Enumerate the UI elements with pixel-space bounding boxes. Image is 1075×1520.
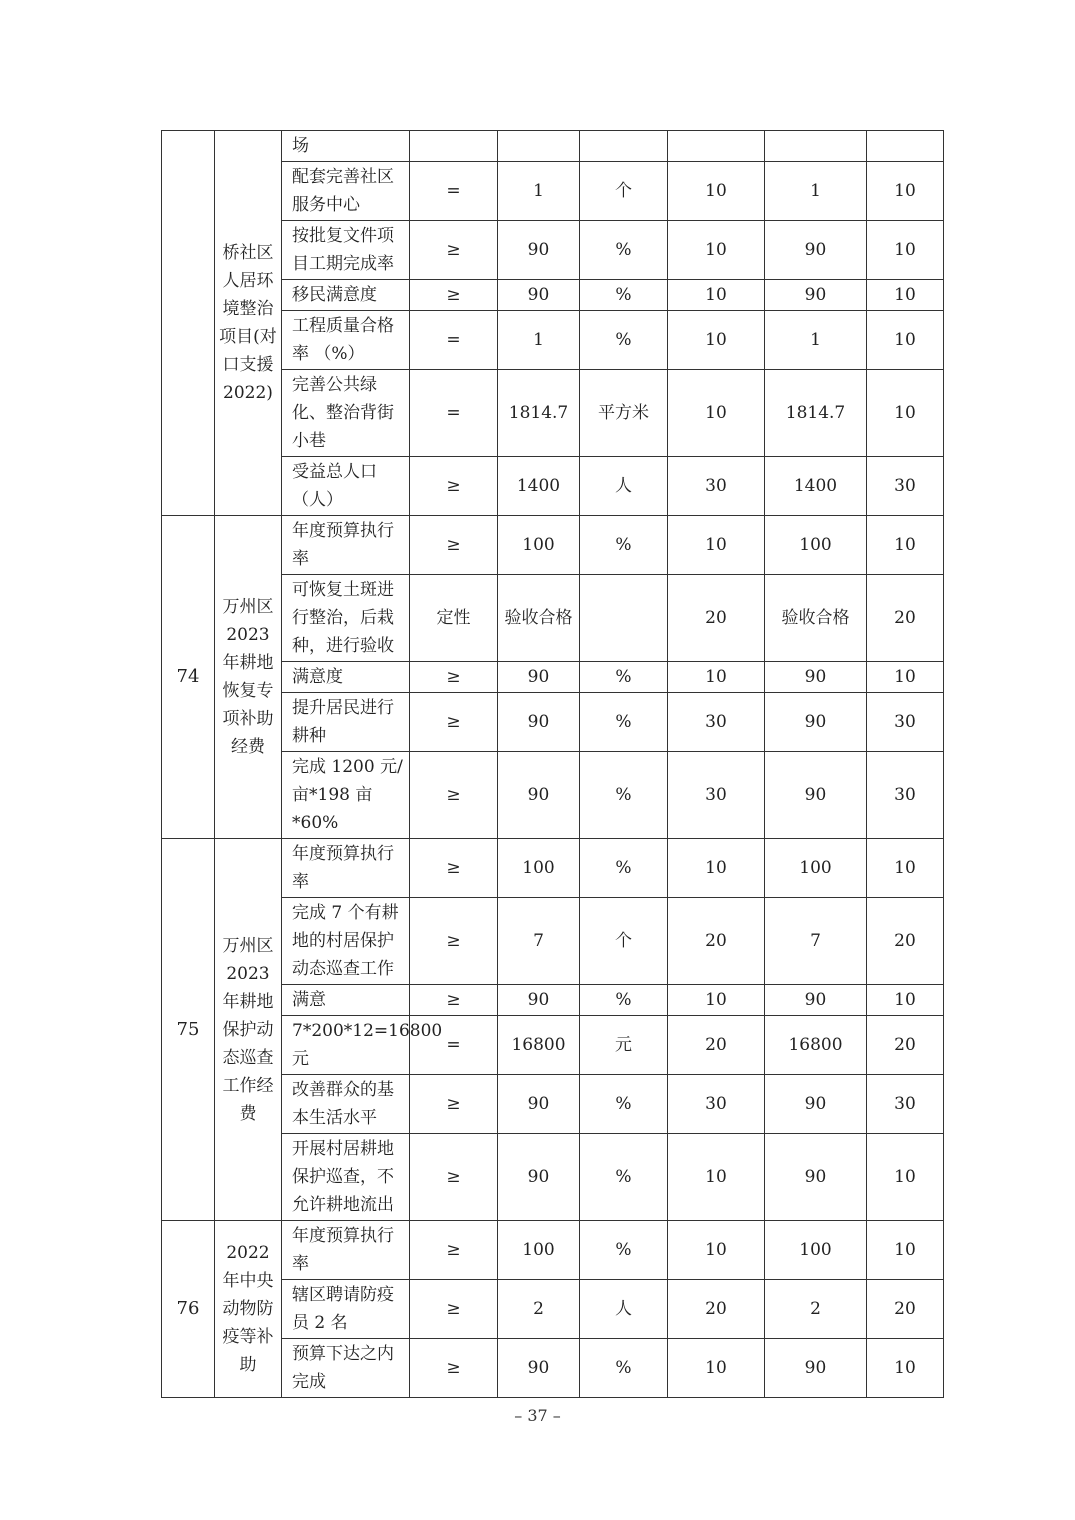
score-cell: 20: [867, 1280, 944, 1339]
weight-cell: 20: [668, 575, 765, 662]
unit-cell: %: [580, 1134, 668, 1221]
operator-cell: ≥: [410, 752, 498, 839]
unit-cell: %: [580, 662, 668, 693]
actual-value-cell: 1400: [765, 457, 867, 516]
actual-value-cell: 验收合格: [765, 575, 867, 662]
indicator-cell: 配套完善社区服务中心: [282, 162, 410, 221]
indicator-cell: 辖区聘请防疫员 2 名: [282, 1280, 410, 1339]
score-cell: 30: [867, 752, 944, 839]
indicator-cell: 受益总人口（人）: [282, 457, 410, 516]
unit-cell: 人: [580, 1280, 668, 1339]
unit-cell: %: [580, 1339, 668, 1398]
weight-cell: 10: [668, 839, 765, 898]
target-value-cell: 90: [498, 662, 580, 693]
target-value-cell: 16800: [498, 1016, 580, 1075]
weight-cell: 30: [668, 693, 765, 752]
indicator-cell: 工程质量合格率 （%）: [282, 311, 410, 370]
actual-value-cell: 2: [765, 1280, 867, 1339]
page-number: – 37 –: [514, 1406, 561, 1425]
score-cell: 10: [867, 985, 944, 1016]
score-cell: 10: [867, 221, 944, 280]
score-cell: 30: [867, 457, 944, 516]
indicator-cell: 完善公共绿化、整治背街小巷: [282, 370, 410, 457]
score-cell: 30: [867, 693, 944, 752]
project-name-cell: 2022年中央动物防疫等补助: [215, 1221, 282, 1398]
target-value-cell: 2: [498, 1280, 580, 1339]
actual-value-cell: 1: [765, 162, 867, 221]
target-value-cell: 90: [498, 752, 580, 839]
actual-value-cell: 90: [765, 1075, 867, 1134]
target-value-cell: 100: [498, 839, 580, 898]
unit-cell: %: [580, 516, 668, 575]
actual-value-cell: 100: [765, 1221, 867, 1280]
target-value-cell: 90: [498, 1134, 580, 1221]
unit-cell: 元: [580, 1016, 668, 1075]
operator-cell: ≥: [410, 662, 498, 693]
actual-value-cell: 16800: [765, 1016, 867, 1075]
unit-cell: %: [580, 280, 668, 311]
actual-value-cell: 1: [765, 311, 867, 370]
indicator-cell: 7*200*12=16800 元: [282, 1016, 410, 1075]
target-value-cell: [498, 131, 580, 162]
indicator-cell: 移民满意度: [282, 280, 410, 311]
weight-cell: 10: [668, 162, 765, 221]
operator-cell: ≥: [410, 693, 498, 752]
project-number-cell: 76: [162, 1221, 215, 1398]
weight-cell: 10: [668, 1134, 765, 1221]
unit-cell: %: [580, 311, 668, 370]
project-number-cell: 74: [162, 516, 215, 839]
weight-cell: 10: [668, 370, 765, 457]
score-cell: 20: [867, 1016, 944, 1075]
weight-cell: 30: [668, 752, 765, 839]
operator-cell: =: [410, 370, 498, 457]
actual-value-cell: 90: [765, 280, 867, 311]
weight-cell: 10: [668, 221, 765, 280]
project-number-cell: 75: [162, 839, 215, 1221]
operator-cell: ≥: [410, 898, 498, 985]
unit-cell: 个: [580, 898, 668, 985]
indicator-cell: 开展村居耕地保护巡查，不允许耕地流出: [282, 1134, 410, 1221]
operator-cell: =: [410, 162, 498, 221]
actual-value-cell: [765, 131, 867, 162]
weight-cell: 10: [668, 1339, 765, 1398]
indicator-cell: 可恢复土斑进行整治，后栽种，进行验收: [282, 575, 410, 662]
weight-cell: 20: [668, 1280, 765, 1339]
operator-cell: [410, 131, 498, 162]
score-cell: 10: [867, 311, 944, 370]
target-value-cell: 验收合格: [498, 575, 580, 662]
indicator-cell: 完成 7 个有耕地的村居保护动态巡查工作: [282, 898, 410, 985]
indicator-cell: 场: [282, 131, 410, 162]
project-number-cell: [162, 131, 215, 516]
weight-cell: 10: [668, 516, 765, 575]
target-value-cell: 90: [498, 280, 580, 311]
unit-cell: [580, 131, 668, 162]
unit-cell: [580, 575, 668, 662]
target-value-cell: 100: [498, 1221, 580, 1280]
actual-value-cell: 90: [765, 1134, 867, 1221]
unit-cell: 人: [580, 457, 668, 516]
unit-cell: 平方米: [580, 370, 668, 457]
actual-value-cell: 90: [765, 985, 867, 1016]
operator-cell: ≥: [410, 839, 498, 898]
indicator-cell: 改善群众的基本生活水平: [282, 1075, 410, 1134]
score-cell: 20: [867, 898, 944, 985]
indicator-cell: 提升居民进行耕种: [282, 693, 410, 752]
score-cell: 10: [867, 1339, 944, 1398]
target-value-cell: 90: [498, 221, 580, 280]
actual-value-cell: 90: [765, 221, 867, 280]
operator-cell: ≥: [410, 516, 498, 575]
operator-cell: ≥: [410, 457, 498, 516]
table-row: [162, 1221, 944, 1280]
target-value-cell: 90: [498, 1075, 580, 1134]
weight-cell: 20: [668, 898, 765, 985]
score-cell: 10: [867, 370, 944, 457]
unit-cell: %: [580, 839, 668, 898]
unit-cell: %: [580, 221, 668, 280]
table-row: [162, 839, 944, 898]
actual-value-cell: 90: [765, 1339, 867, 1398]
score-cell: 10: [867, 162, 944, 221]
table-body: [162, 131, 944, 1398]
unit-cell: %: [580, 985, 668, 1016]
unit-cell: %: [580, 693, 668, 752]
operator-cell: =: [410, 1016, 498, 1075]
weight-cell: 10: [668, 662, 765, 693]
table-row: [162, 131, 944, 162]
weight-cell: 10: [668, 311, 765, 370]
weight-cell: [668, 131, 765, 162]
operator-cell: 定性: [410, 575, 498, 662]
operator-cell: ≥: [410, 1075, 498, 1134]
indicator-cell: 年度预算执行率: [282, 516, 410, 575]
indicator-cell: 年度预算执行率: [282, 839, 410, 898]
operator-cell: ≥: [410, 1221, 498, 1280]
score-cell: 10: [867, 280, 944, 311]
actual-value-cell: 90: [765, 693, 867, 752]
score-cell: 20: [867, 575, 944, 662]
project-name-cell: 万州区2023年耕地保护动态巡查工作经费: [215, 839, 282, 1221]
actual-value-cell: 7: [765, 898, 867, 985]
actual-value-cell: 1814.7: [765, 370, 867, 457]
operator-cell: ≥: [410, 1280, 498, 1339]
weight-cell: 30: [668, 457, 765, 516]
target-value-cell: 100: [498, 516, 580, 575]
weight-cell: 10: [668, 280, 765, 311]
weight-cell: 10: [668, 1221, 765, 1280]
target-value-cell: 90: [498, 985, 580, 1016]
score-cell: 30: [867, 1075, 944, 1134]
actual-value-cell: 90: [765, 752, 867, 839]
weight-cell: 20: [668, 1016, 765, 1075]
target-value-cell: 1400: [498, 457, 580, 516]
operator-cell: ≥: [410, 1339, 498, 1398]
score-cell: 10: [867, 839, 944, 898]
score-cell: 10: [867, 1221, 944, 1280]
indicator-cell: 满意: [282, 985, 410, 1016]
operator-cell: ≥: [410, 221, 498, 280]
project-name-cell: 桥社区人居环境整治项目(对口支援2022): [215, 131, 282, 516]
indicator-cell: 预算下达之内完成: [282, 1339, 410, 1398]
indicator-cell: 完成 1200 元/亩*198 亩*60%: [282, 752, 410, 839]
target-value-cell: 1: [498, 162, 580, 221]
target-value-cell: 90: [498, 693, 580, 752]
project-name-cell: 万州区2023年耕地恢复专项补助经费: [215, 516, 282, 839]
target-value-cell: 1: [498, 311, 580, 370]
operator-cell: ≥: [410, 280, 498, 311]
actual-value-cell: 100: [765, 839, 867, 898]
target-value-cell: 7: [498, 898, 580, 985]
unit-cell: %: [580, 752, 668, 839]
target-value-cell: 90: [498, 1339, 580, 1398]
score-cell: 10: [867, 516, 944, 575]
indicator-cell: 满意度: [282, 662, 410, 693]
weight-cell: 30: [668, 1075, 765, 1134]
actual-value-cell: 90: [765, 662, 867, 693]
score-cell: 10: [867, 662, 944, 693]
unit-cell: %: [580, 1075, 668, 1134]
performance-table: [161, 130, 944, 1398]
unit-cell: %: [580, 1221, 668, 1280]
indicator-cell: 按批复文件项目工期完成率: [282, 221, 410, 280]
operator-cell: ≥: [410, 985, 498, 1016]
actual-value-cell: 100: [765, 516, 867, 575]
score-cell: [867, 131, 944, 162]
target-value-cell: 1814.7: [498, 370, 580, 457]
operator-cell: ≥: [410, 1134, 498, 1221]
operator-cell: =: [410, 311, 498, 370]
score-cell: 10: [867, 1134, 944, 1221]
indicator-cell: 年度预算执行率: [282, 1221, 410, 1280]
table-row: [162, 516, 944, 575]
unit-cell: 个: [580, 162, 668, 221]
weight-cell: 10: [668, 985, 765, 1016]
